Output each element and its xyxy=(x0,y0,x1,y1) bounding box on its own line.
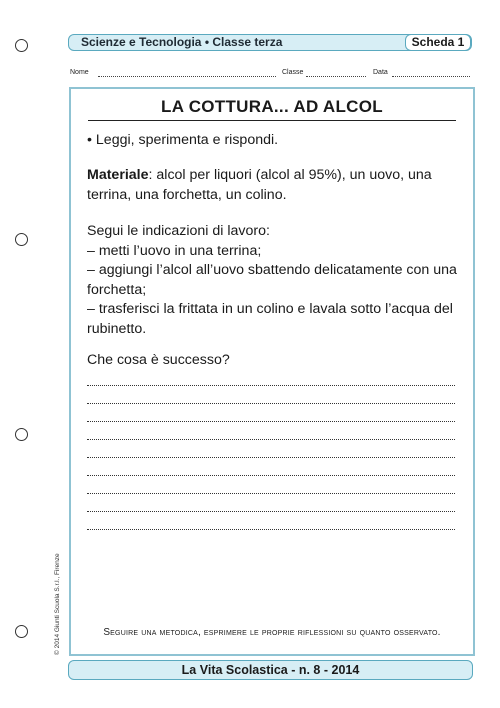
data-field[interactable] xyxy=(392,67,470,77)
data-label: Data xyxy=(373,69,388,76)
steps-block xyxy=(87,222,467,339)
nome-label: Nome xyxy=(70,69,89,76)
nome-field[interactable] xyxy=(98,67,276,77)
answer-line[interactable] xyxy=(87,403,455,404)
answer-line[interactable] xyxy=(87,511,455,512)
step-item: – aggiungi l’alcol all’uovo sbattendo delicatamente con una forchetta; xyxy=(87,262,457,298)
steps-intro: Segui le indicazioni di lavoro: xyxy=(87,223,270,239)
methodology-note: Seguire una metodica, esprimere le proprie riflessioni su quanto osservato. xyxy=(103,627,441,638)
student-info-line xyxy=(70,67,470,79)
answer-line[interactable] xyxy=(87,529,455,530)
title-underline xyxy=(88,120,456,121)
answer-line[interactable] xyxy=(87,439,455,440)
subject-label: Scienze e Tecnologia • Classe terza xyxy=(81,35,283,49)
worksheet-frame xyxy=(69,87,475,656)
classe-field[interactable] xyxy=(306,67,366,77)
materiale-paragraph xyxy=(87,166,467,205)
instruction-text: • Leggi, sperimenta e rispondi. xyxy=(87,132,279,148)
materiale-text: : alcol per liquori (alcol al 95%), un uovo, una terrina, una forchetta, un colino. xyxy=(87,167,432,203)
binder-hole-lower-middle xyxy=(15,428,28,441)
materiale-label: Materiale xyxy=(87,167,149,183)
answer-line[interactable] xyxy=(87,475,455,476)
binder-hole-upper-middle xyxy=(15,233,28,246)
subject-header-bar xyxy=(68,34,472,51)
scheda-badge: Scheda 1 xyxy=(405,34,471,51)
question-text: Che cosa è successo? xyxy=(87,352,230,368)
copyright-notice: © 2014 Giunti Scuola S.r.l., Firenze xyxy=(54,553,61,655)
binder-hole-top xyxy=(15,39,28,52)
step-item: – metti l’uovo in una terrina; xyxy=(87,242,262,259)
answer-line[interactable] xyxy=(87,457,455,458)
step-item: – trasferisci la frittata in un colino e lavala sotto l’acqua del rubinetto. xyxy=(87,301,453,337)
publication-footer-bar: La Vita Scolastica - n. 8 - 2014 xyxy=(68,660,473,680)
answer-line[interactable] xyxy=(87,385,455,386)
worksheet-title: LA COTTURA... AD ALCOL xyxy=(161,97,383,116)
binder-hole-bottom xyxy=(15,625,28,638)
classe-label: Classe xyxy=(282,69,304,76)
answer-line[interactable] xyxy=(87,493,455,494)
answer-line[interactable] xyxy=(87,421,455,422)
